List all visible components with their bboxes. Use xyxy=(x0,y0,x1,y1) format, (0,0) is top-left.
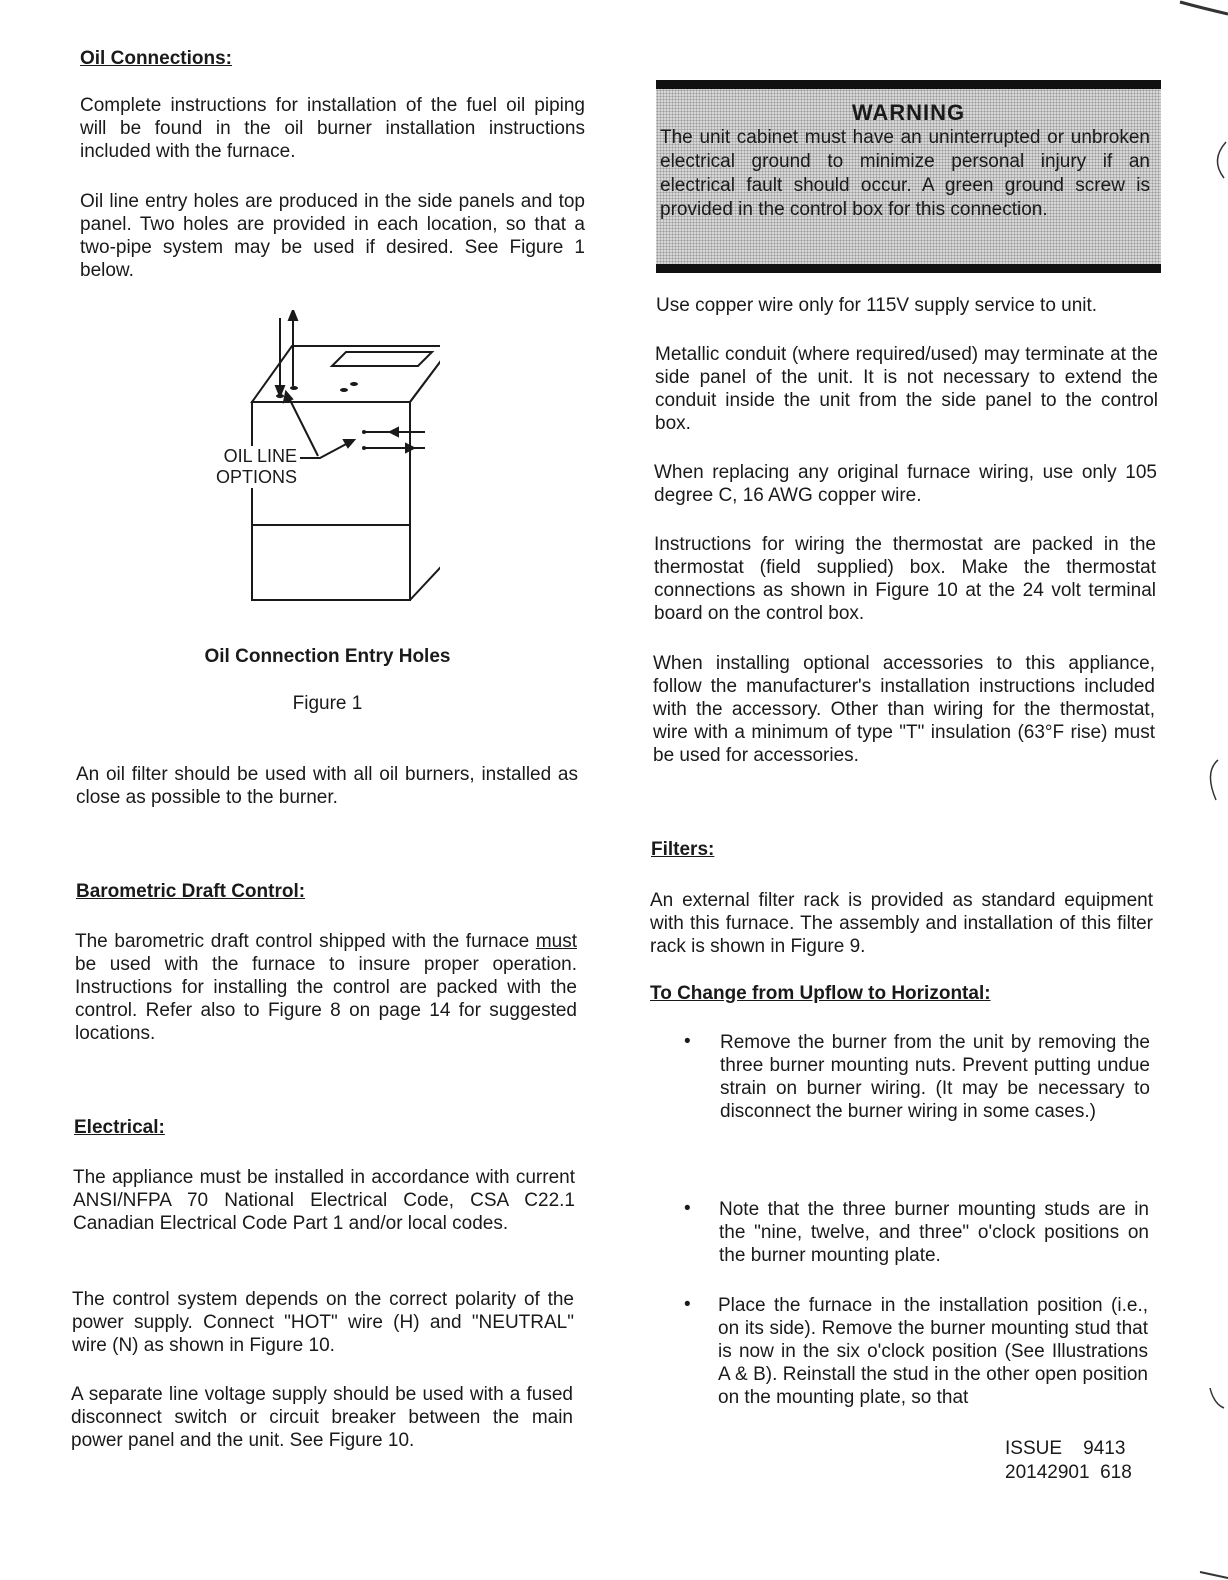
oil-connections-heading: Oil Connections: xyxy=(80,48,232,69)
warning-top-bar xyxy=(656,80,1161,89)
change-orientation-heading: To Change from Upflow to Horizontal: xyxy=(650,983,991,1004)
figure-number: Figure 1 xyxy=(292,693,363,714)
draft-text-start: The barometric draft control shipped with the furnace xyxy=(75,931,536,952)
electrical-text-2: The control system depends on the correct polarity of the power supply. Connect "HOT" wire (H) and "NEUTRAL" wire (N) as shown in Figure 10. xyxy=(72,1289,574,1356)
wiring-paragraph xyxy=(654,461,1157,507)
oil-filter-paragraph xyxy=(76,763,578,809)
copper-wire-paragraph xyxy=(656,294,1156,317)
accessories-paragraph xyxy=(653,652,1155,767)
warning-body: The unit cabinet must have an uninterrupted or unbroken electrical ground to minimize personal injury if an electrical fault should occur. A green ground screw is provided in the control box for this connection. xyxy=(660,127,1150,220)
furnace-side-face xyxy=(410,346,440,600)
bullet-2-marker: • xyxy=(684,1198,691,1219)
thermostat-text: Instructions for wiring the thermostat are packed in the thermostat (field supplied) box. Make the thermostat connections as shown in Figure 10 at the 24 volt terminal board on the control box. xyxy=(654,534,1156,624)
barometric-draft-heading: Barometric Draft Control: xyxy=(76,881,306,902)
electrical-paragraph-2 xyxy=(72,1288,574,1357)
document-number: 20142901 618 xyxy=(1005,1462,1132,1483)
oil-line-label: OIL LINE xyxy=(223,446,298,466)
accessories-text: When installing optional accessories to this appliance, follow the manufacturer's installation instructions included with the accessory. Other than wiring for the thermostat, wire with a minimum of type "T" insulation (63°F rise) must be used for accessories. xyxy=(653,653,1155,766)
conduit-paragraph xyxy=(655,343,1158,435)
bullet-1-marker: • xyxy=(684,1031,691,1052)
scan-edge-marks xyxy=(1140,0,1228,1580)
oil-line-options-label xyxy=(216,446,297,488)
warning-title: WARNING xyxy=(851,100,966,125)
electrical-text-1: The appliance must be installed in accordance with current ANSI/NFPA 70 National Electrical Code, CSA C22.1 Canadian Electrical Code Part 1 and/or local codes. xyxy=(73,1167,575,1234)
bullet-1-text: Remove the burner from the unit by removing the three burner mounting nuts. Prevent putting undue strain on burner wiring. (It may be necessary to disconnect the burner wiring in some cases.) xyxy=(720,1032,1150,1122)
warning-box xyxy=(656,80,1161,274)
draft-text xyxy=(75,930,577,1045)
oil-paragraph-1-text: Complete instructions for installation of the fuel oil piping will be found in the oil burner installation instructions included with the furnace. xyxy=(80,95,585,162)
bullet-2-text: Note that the three burner mounting studs are in the "nine, twelve, and three" o'clock positions on the burner mounting plate. xyxy=(719,1199,1149,1266)
oil-connections-paragraph-2 xyxy=(80,190,585,282)
figure-caption: Oil Connection Entry Holes xyxy=(204,646,451,667)
copper-wire-text: Use copper wire only for 115V supply service to unit. xyxy=(656,295,1098,316)
bullet-3-marker: • xyxy=(684,1294,691,1315)
bullet-3-text: Place the furnace in the installation position (i.e., on its side). Remove the burner mounting stud that is now in the six o'clock position (See Illustrations A & B). Reinstall the stud in the other open position on the mounting plate, so that xyxy=(718,1295,1148,1408)
oil-filter-text: An oil filter should be used with all oil burners, installed as close as possible to the burner. xyxy=(76,764,578,808)
conduit-text: Metallic conduit (where required/used) may terminate at the side panel of the unit. It is not necessary to extend the conduit inside the unit from the side panel to the control box. xyxy=(655,344,1158,434)
oil-paragraph-2-text: Oil line entry holes are produced in the side panels and top panel. Two holes are provided in each location, so that a two-pipe system may be used if desired. See Figure 1 below. xyxy=(80,191,585,281)
electrical-paragraph-1 xyxy=(73,1166,575,1235)
issue-number: ISSUE 9413 xyxy=(1005,1438,1126,1459)
warning-bottom-bar xyxy=(656,264,1161,273)
electrical-heading: Electrical: xyxy=(74,1117,165,1138)
options-label: OPTIONS xyxy=(216,467,298,487)
filters-heading: Filters: xyxy=(651,839,715,860)
filters-paragraph xyxy=(650,889,1153,958)
filters-text: An external filter rack is provided as standard equipment with this furnace. The assembly and installation of this filter rack is shown in Figure 9. xyxy=(650,890,1153,957)
draft-text-must: must xyxy=(535,931,577,952)
thermostat-paragraph xyxy=(654,533,1156,625)
wiring-text: When replacing any original furnace wiring, use only 105 degree C, 16 AWG copper wire. xyxy=(654,462,1157,506)
draft-text-end: be used with the furnace to insure proper operation. Instructions for installing the control are packed with the control. Refer also to Figure 8 on page 14 for suggested locations. xyxy=(75,954,577,1044)
oil-connections-paragraph-1 xyxy=(80,94,585,163)
barometric-draft-paragraph xyxy=(75,930,577,1045)
electrical-text-3: A separate line voltage supply should be used with a fused disconnect switch or circuit breaker between the main power panel and the unit. See Figure 10. xyxy=(71,1384,573,1451)
electrical-paragraph-3 xyxy=(71,1383,573,1452)
